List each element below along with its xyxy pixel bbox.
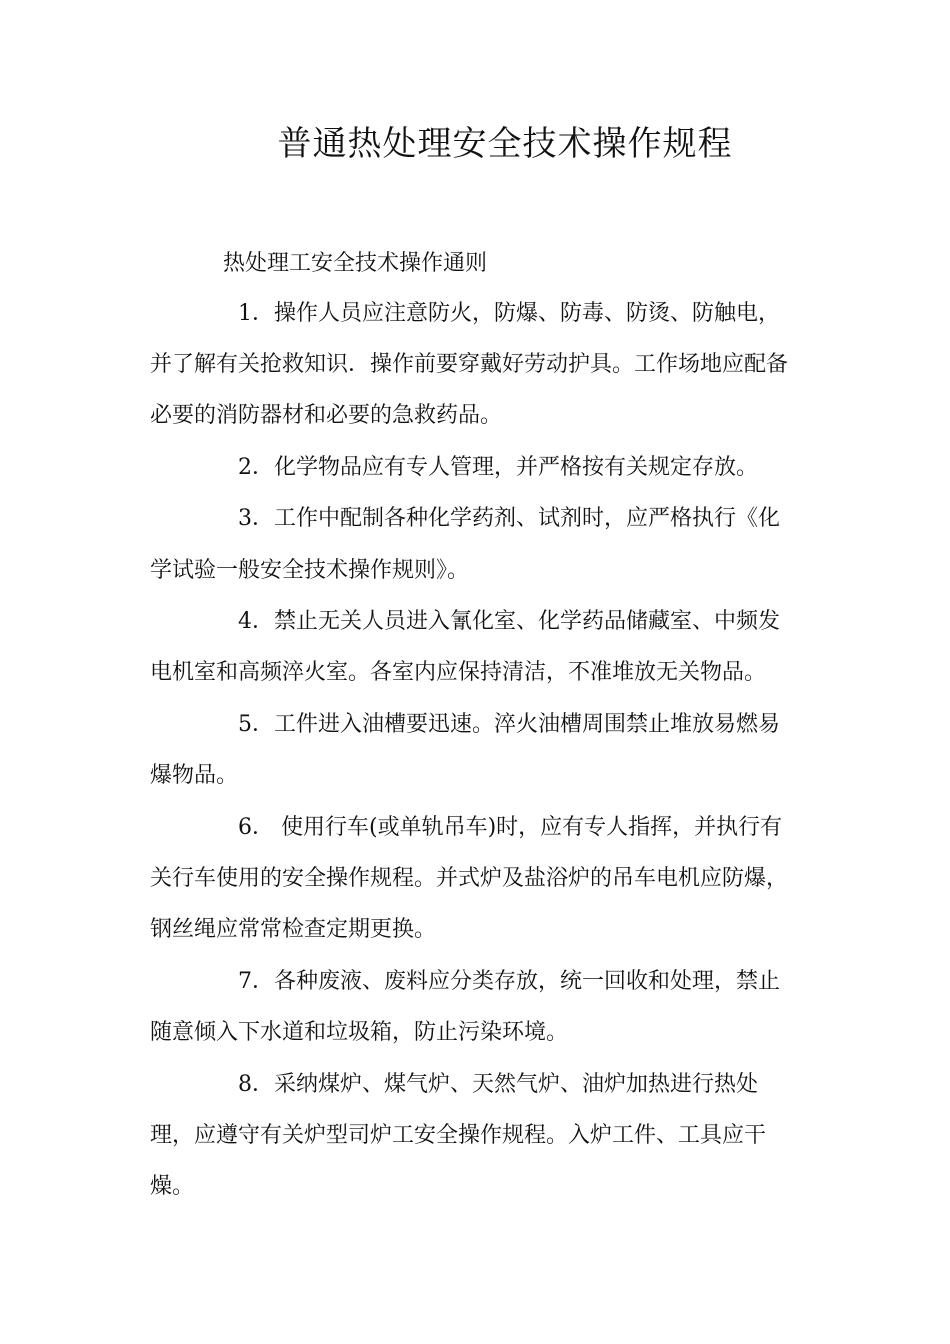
paragraph-line: 8．采纳煤炉、煤气炉、天然气炉、油炉加热进行热处: [238, 1072, 758, 1097]
paragraph-line: 关行车使用的安全操作规程。并式炉及盐浴炉的吊车电机应防爆，: [150, 866, 789, 891]
paragraph-line: 理，应遵守有关炉型司炉工安全操作规程。入炉工件、工具应干: [150, 1123, 767, 1148]
paragraph-line: 6． 使用行车(或单轨吊车)时，应有专人指挥，并执行有: [238, 815, 783, 840]
paragraph-line: 随意倾入下水道和垃圾箱，防止污染环境。: [150, 1020, 569, 1045]
paragraph-line: 爆物品。: [150, 763, 239, 788]
paragraph-line: 4．禁止无关人员进入氰化室、化学药品储藏室、中频发: [238, 609, 780, 634]
paragraph-line: 7．各种废液、废料应分类存放，统一回收和处理，禁止: [238, 969, 780, 994]
paragraph-line: 并了解有关抢救知识．操作前要穿戴好劳动护具。工作场地应配备: [150, 352, 789, 377]
paragraph-line: 燥。: [150, 1174, 195, 1199]
paragraph-line: 5．工件进入油槽要迅速。淬火油槽周围禁止堆放易燃易: [238, 712, 780, 737]
section-heading: 热处理工安全技术操作通则: [223, 251, 488, 276]
paragraph-line: 必要的消防器材和必要的急救药品。: [150, 403, 503, 428]
paragraph-line: 学试验一般安全技术操作规则》。: [150, 558, 470, 583]
paragraph-line: 电机室和高频淬火室。各室内应保持清洁，不准堆放无关物品。: [150, 660, 767, 685]
paragraph-line: 钢丝绳应常常检查定期更换。: [150, 917, 437, 942]
document-title: 普通热处理安全技术操作规程: [277, 124, 733, 164]
paragraph-line: 2．化学物品应有专人管理，并严格按有关规定存放。: [238, 455, 758, 480]
paragraph-line: 1．操作人员应注意防火，防爆、防毒、防烫、防触电，: [238, 301, 780, 326]
paragraph-line: 3．工作中配制各种化学药剂、试剂时，应严格执行《化: [238, 506, 780, 531]
